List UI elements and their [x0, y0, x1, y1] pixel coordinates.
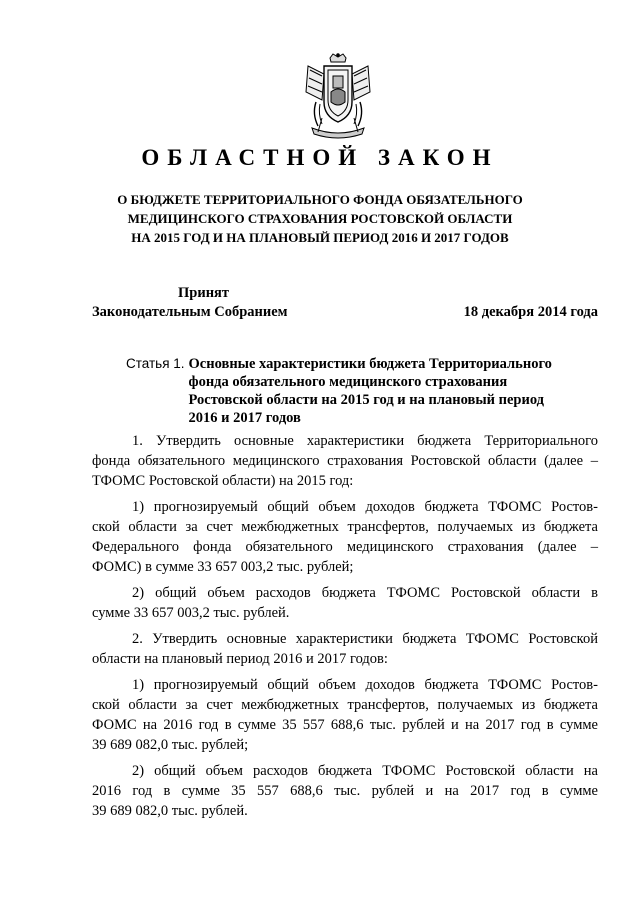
- paragraph-line: фонда обязательного медицинского страхования Ростовской области (далее –: [92, 453, 598, 469]
- paragraph-line: 39 689 082,0 тыс. рублей.: [92, 803, 248, 819]
- paragraph-line: ской области за счет межбюджетных трансфертов, получаемых из бюджета: [92, 519, 598, 535]
- article-body: [92, 431, 598, 827]
- article-title-line: фонда обязательного медицинского страхования: [188, 374, 508, 390]
- article-number: Статья 1.: [126, 356, 185, 371]
- article-heading: [126, 355, 596, 427]
- article-title-line: Основные характеристики бюджета Территориального: [188, 356, 552, 372]
- paragraph-line: 2) общий объем расходов бюджета ТФОМС Ростовской области на: [132, 763, 598, 779]
- paragraph-line: 2016 год в сумме 35 557 688,6 тыс. рублей и на 2017 год в сумме: [92, 783, 598, 799]
- paragraph-line: 39 689 082,0 тыс. рублей;: [92, 737, 249, 753]
- subtitle-line: О БЮДЖЕТЕ ТЕРРИТОРИАЛЬНОГО ФОНДА ОБЯЗАТЕЛЬНОГО: [117, 192, 523, 207]
- paragraph-line: ТФОМС Ростовской области) на 2015 год:: [92, 473, 354, 489]
- paragraph-line: области на плановый период 2016 и 2017 годов:: [92, 651, 388, 667]
- paragraph-line: ФОМС на 2016 год в сумме 35 557 688,6 тыс. рублей и на 2017 год в сумме: [92, 717, 598, 733]
- law-subtitle: [60, 190, 580, 247]
- paragraph: [92, 583, 598, 623]
- subtitle-line: НА 2015 ГОД И НА ПЛАНОВЫЙ ПЕРИОД 2016 И 2017 ГОДОВ: [131, 230, 509, 245]
- law-title: ОБЛАСТНОЙ ЗАКОН: [141, 145, 499, 170]
- paragraph: [92, 629, 598, 669]
- article-title-line: 2016 и 2017 годов: [188, 410, 301, 426]
- paragraph: [92, 761, 598, 821]
- paragraph: [92, 431, 598, 491]
- paragraph: [92, 675, 598, 755]
- paragraph-line: 2) общий объем расходов бюджета ТФОМС Ростовской области в: [132, 585, 598, 601]
- paragraph-line: 2. Утвердить основные характеристики бюджета ТФОМС Ростовской: [132, 631, 598, 647]
- paragraph-line: Федерального фонда обязательного медицинского страхования (далее –: [92, 539, 598, 555]
- paragraph-line: ФОМС) в сумме 33 657 003,2 тыс. рублей;: [92, 559, 354, 575]
- paragraph-line: 1. Утвердить основные характеристики бюджета Территориального: [132, 433, 598, 449]
- adopted-by: Законодательным Собранием: [92, 304, 288, 320]
- adopted-label: Принят: [178, 285, 230, 301]
- subtitle-line: МЕДИЦИНСКОГО СТРАХОВАНИЯ РОСТОВСКОЙ ОБЛАСТИ: [127, 211, 513, 226]
- article-title-line: Ростовской области на 2015 год и на плановый период: [188, 392, 545, 408]
- paragraph-line: сумме 33 657 003,2 тыс. рублей.: [92, 605, 290, 621]
- paragraph-line: 1) прогнозируемый общий объем доходов бюджета ТФОМС Ростов-: [132, 499, 598, 515]
- paragraph-line: 1) прогнозируемый общий объем доходов бюджета ТФОМС Ростов-: [132, 677, 598, 693]
- coat-of-arms-emblem-icon: [302, 52, 374, 142]
- paragraph: [92, 497, 598, 577]
- paragraph-line: ской области за счет межбюджетных трансфертов, получаемых из бюджета: [92, 697, 598, 713]
- adoption-date: 18 декабря 2014 года: [463, 304, 598, 320]
- adoption-block: [92, 284, 598, 322]
- article-title: [189, 355, 552, 427]
